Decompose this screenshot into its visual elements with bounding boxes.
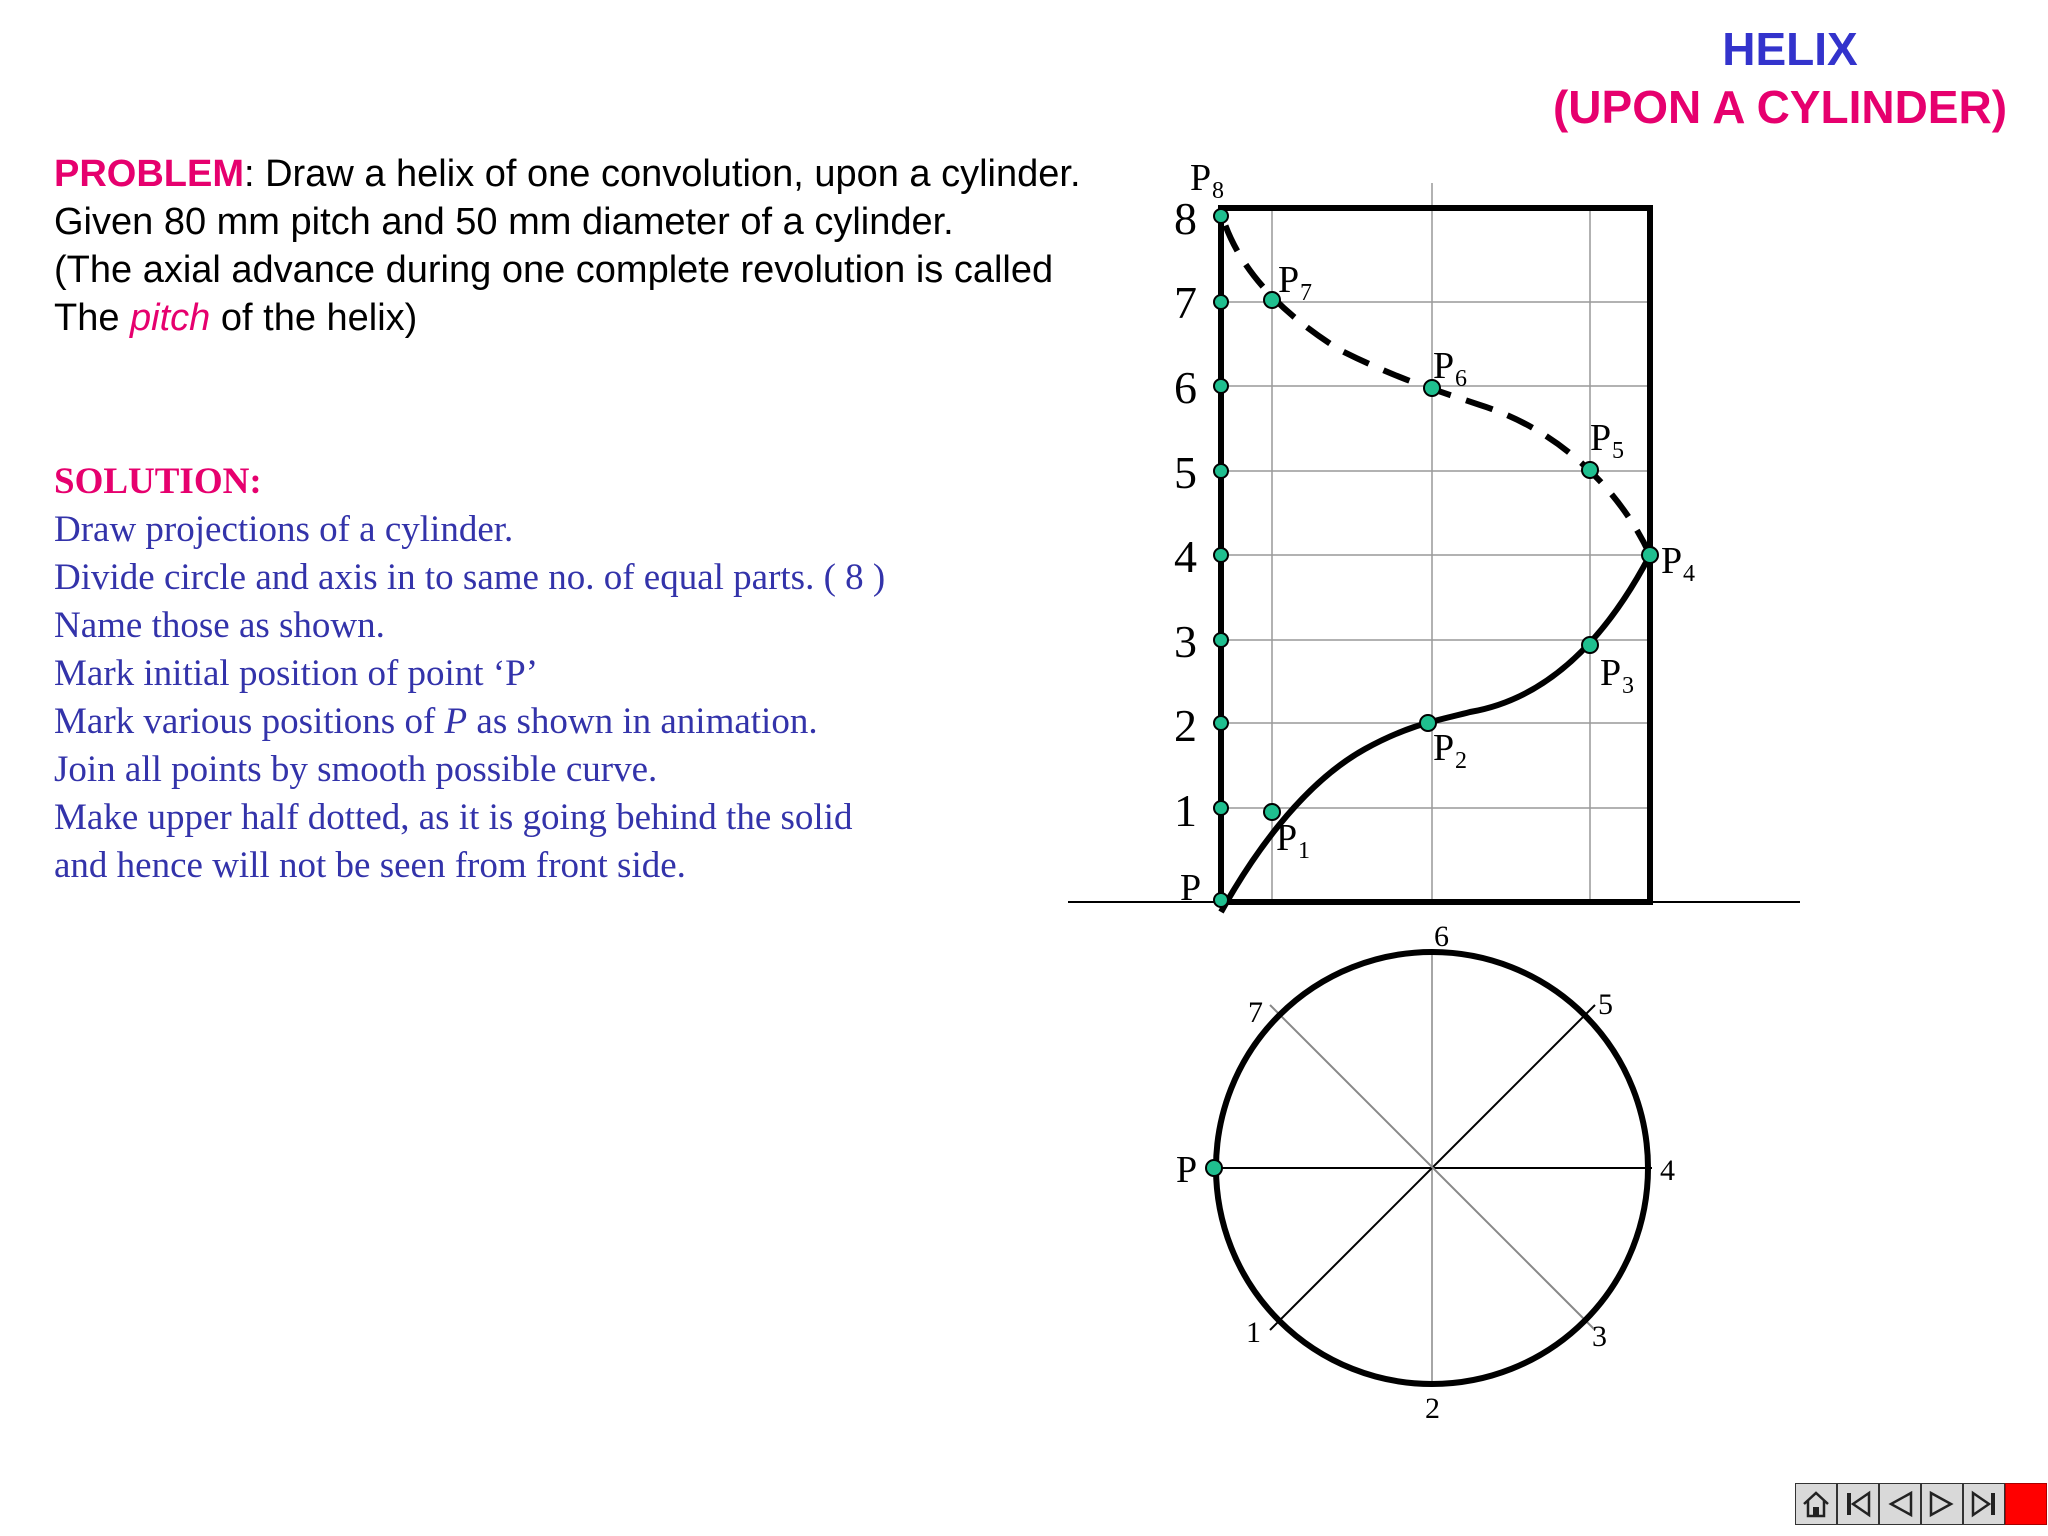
svg-text:4: 4 <box>1683 561 1695 587</box>
axis-number-1: 1 <box>1174 785 1197 836</box>
last-slide-icon <box>1969 1489 1999 1519</box>
svg-text:P: P <box>1600 652 1622 694</box>
svg-text:8: 8 <box>1212 178 1224 204</box>
top-view <box>1206 950 1652 1385</box>
svg-text:5: 5 <box>1612 438 1624 464</box>
top-label-1: 1 <box>1246 1316 1261 1349</box>
pitch-term: pitch <box>130 297 211 339</box>
end-show-button[interactable] <box>2005 1483 2047 1525</box>
home-icon <box>1801 1489 1831 1519</box>
axis-number-7: 7 <box>1174 277 1197 328</box>
solution-step-5-italic: P <box>444 701 468 742</box>
solution-step-8: and hence will not be seen from front side. <box>54 845 686 886</box>
svg-text:P: P <box>1433 345 1455 387</box>
problem-line-2: Given 80 mm pitch and 50 mm diameter of a cylinder. <box>54 201 954 243</box>
svg-text:2: 2 <box>1455 748 1467 774</box>
point-label-p3 <box>1600 652 1634 699</box>
last-slide-button[interactable] <box>1963 1483 2005 1525</box>
slide-title: HELIX <box>1722 23 1858 75</box>
top-label-4: 4 <box>1660 1154 1675 1187</box>
solution-step-5-text: Mark various positions of <box>54 701 445 742</box>
axis-number-4: 4 <box>1174 531 1197 582</box>
problem-line-3: (The axial advance during one complete revolution is called <box>54 249 1054 291</box>
problem-text-4a: The <box>54 297 131 339</box>
next-slide-icon <box>1927 1489 1957 1519</box>
point-label-p1 <box>1276 817 1310 864</box>
solution-step-6: Join all points by smooth possible curve. <box>54 749 658 790</box>
solution-step-3: Name those as shown. <box>54 605 385 646</box>
problem-text-1: : Draw a helix of one convolution, upon a cylinder. <box>244 153 1081 195</box>
point-label-p5 <box>1590 417 1624 464</box>
solution-step-1: Draw projections of a cylinder. <box>54 509 514 550</box>
point-label-p8 <box>1190 157 1224 204</box>
first-slide-icon <box>1843 1489 1873 1519</box>
top-label-6: 6 <box>1434 920 1449 953</box>
top-label-7: 7 <box>1248 996 1263 1029</box>
top-label-5: 5 <box>1598 988 1613 1021</box>
svg-text:3: 3 <box>1622 673 1634 699</box>
solution-step-5-tail: as shown in animation. <box>467 701 818 742</box>
previous-slide-button[interactable] <box>1879 1483 1921 1525</box>
next-slide-button[interactable] <box>1921 1483 1963 1525</box>
previous-slide-icon <box>1885 1489 1915 1519</box>
point-label-p4 <box>1661 540 1695 587</box>
svg-text:P: P <box>1433 727 1455 769</box>
svg-text:7: 7 <box>1300 280 1312 306</box>
svg-text:1: 1 <box>1298 838 1310 864</box>
solution-heading: SOLUTION: <box>54 461 262 502</box>
svg-text:P: P <box>1278 259 1300 301</box>
axis-number-3: 3 <box>1174 616 1197 667</box>
axis-number-6: 6 <box>1174 362 1197 413</box>
svg-text:P: P <box>1276 817 1298 859</box>
solution-step-2: Divide circle and axis in to same no. of equal parts. ( 8 ) <box>54 557 886 598</box>
first-slide-button[interactable] <box>1837 1483 1879 1525</box>
svg-text:P: P <box>1661 540 1683 582</box>
point-label-p6 <box>1433 345 1467 392</box>
top-label-2: 2 <box>1425 1392 1440 1425</box>
point-label-p7 <box>1278 259 1312 306</box>
solution-step-4: Mark initial position of point ‘P’ <box>54 653 539 694</box>
slide-subtitle: (UPON A CYLINDER) <box>1552 81 2008 133</box>
svg-text:P: P <box>1590 417 1612 459</box>
axis-number-5: 5 <box>1174 447 1197 498</box>
top-label-3: 3 <box>1592 1320 1607 1353</box>
problem-text-4b: of the helix) <box>210 297 418 339</box>
home-button[interactable] <box>1795 1483 1837 1525</box>
svg-text:6: 6 <box>1455 366 1467 392</box>
slide-navigation <box>1795 1483 2047 1525</box>
solution-step-7: Make upper half dotted, as it is going behind the solid <box>54 797 853 838</box>
point-label-p2 <box>1433 727 1467 774</box>
point-label-p: P <box>1180 867 1202 909</box>
top-view-point-p <box>1206 1160 1222 1176</box>
axis-number-8: 8 <box>1174 193 1197 244</box>
top-label-p: P <box>1176 1149 1198 1191</box>
axis-number-2: 2 <box>1174 700 1197 751</box>
problem-label: PROBLEM <box>54 153 244 195</box>
svg-text:P: P <box>1190 157 1212 199</box>
